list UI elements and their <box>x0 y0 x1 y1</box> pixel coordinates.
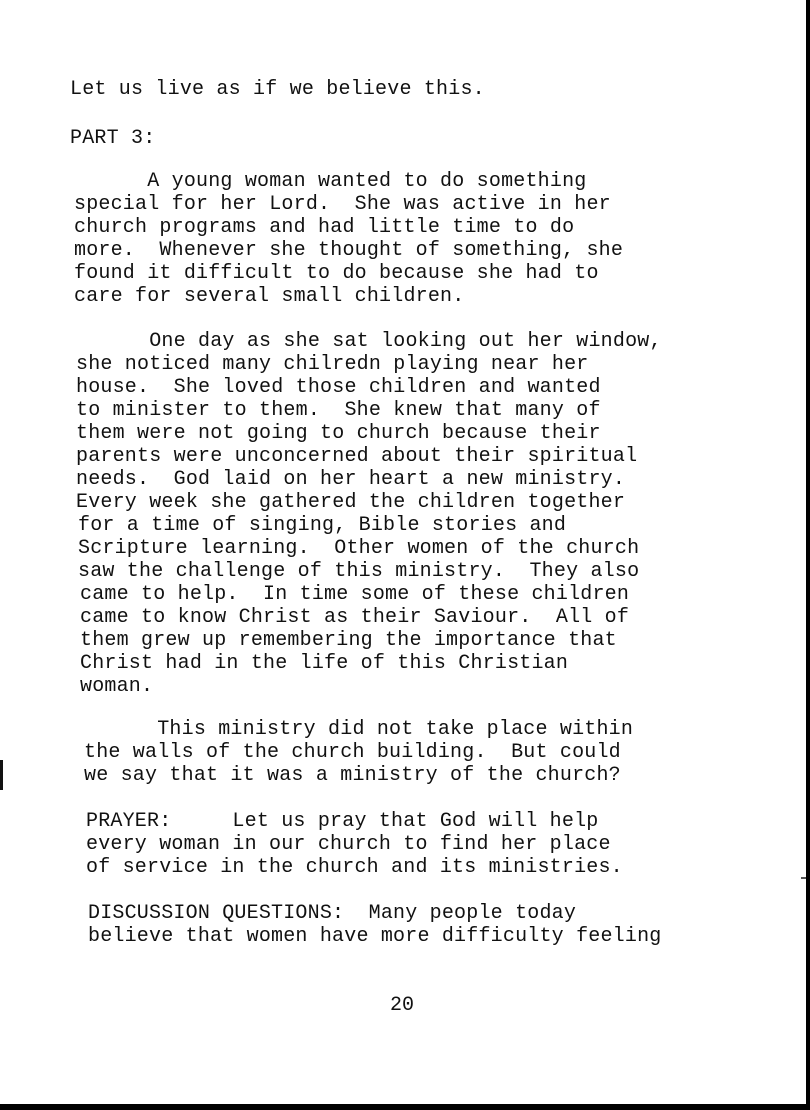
prayer-heading-line: PRAYER: Let us pray that God will help <box>86 810 599 833</box>
text-line: special for her Lord. She was active in her <box>74 193 611 216</box>
scan-mark <box>801 877 806 879</box>
text-line: the walls of the church building. But could <box>84 741 621 764</box>
text-line: Scripture learning. Other women of the church <box>78 537 640 560</box>
text-line: every woman in our church to find her place <box>86 833 611 856</box>
text-line: for a time of singing, Bible stories and <box>78 514 567 537</box>
text-line: came to help. In time some of these children <box>80 583 630 606</box>
text-line: of service in the church and its ministries. <box>86 856 623 879</box>
discussion-heading-line: DISCUSSION QUESTIONS: Many people today <box>88 902 577 925</box>
text-line: woman. <box>80 675 154 698</box>
text-line: care for several small children. <box>74 285 465 308</box>
text-line: we say that it was a ministry of the church? <box>84 764 621 787</box>
text-line: house. She loved those children and wanted <box>76 376 601 399</box>
text-line: Let us live as if we believe this. <box>70 78 485 101</box>
text-line: them grew up remembering the importance that <box>80 629 617 652</box>
text-line: them were not going to church because their <box>76 422 601 445</box>
text-line: to minister to them. She knew that many of <box>76 399 601 422</box>
text-line: parents were unconcerned about their spiritual <box>76 445 638 468</box>
text-line: found it difficult to do because she had to <box>74 262 599 285</box>
text-line: Every week she gathered the children together <box>76 491 626 514</box>
text-line: This ministry did not take place within <box>84 718 634 741</box>
text-line: One day as she sat looking out her window, <box>76 330 662 353</box>
text-line: she noticed many chilredn playing near her <box>76 353 589 376</box>
text-line: needs. God laid on her heart a new ministry. <box>76 468 626 491</box>
text-line: saw the challenge of this ministry. They also <box>78 560 640 583</box>
text-line: came to know Christ as their Saviour. All of <box>80 606 630 629</box>
scan-mark <box>0 760 3 790</box>
page-number: 20 <box>390 994 415 1017</box>
text-line: church programs and had little time to do <box>74 216 575 239</box>
text-line: more. Whenever she thought of something, she <box>74 239 624 262</box>
text-line: believe that women have more difficulty feeling <box>88 925 662 948</box>
text-line: A young woman wanted to do something <box>74 170 587 193</box>
text-line: Christ had in the life of this Christian <box>80 652 569 675</box>
section-heading: PART 3: <box>70 127 156 150</box>
